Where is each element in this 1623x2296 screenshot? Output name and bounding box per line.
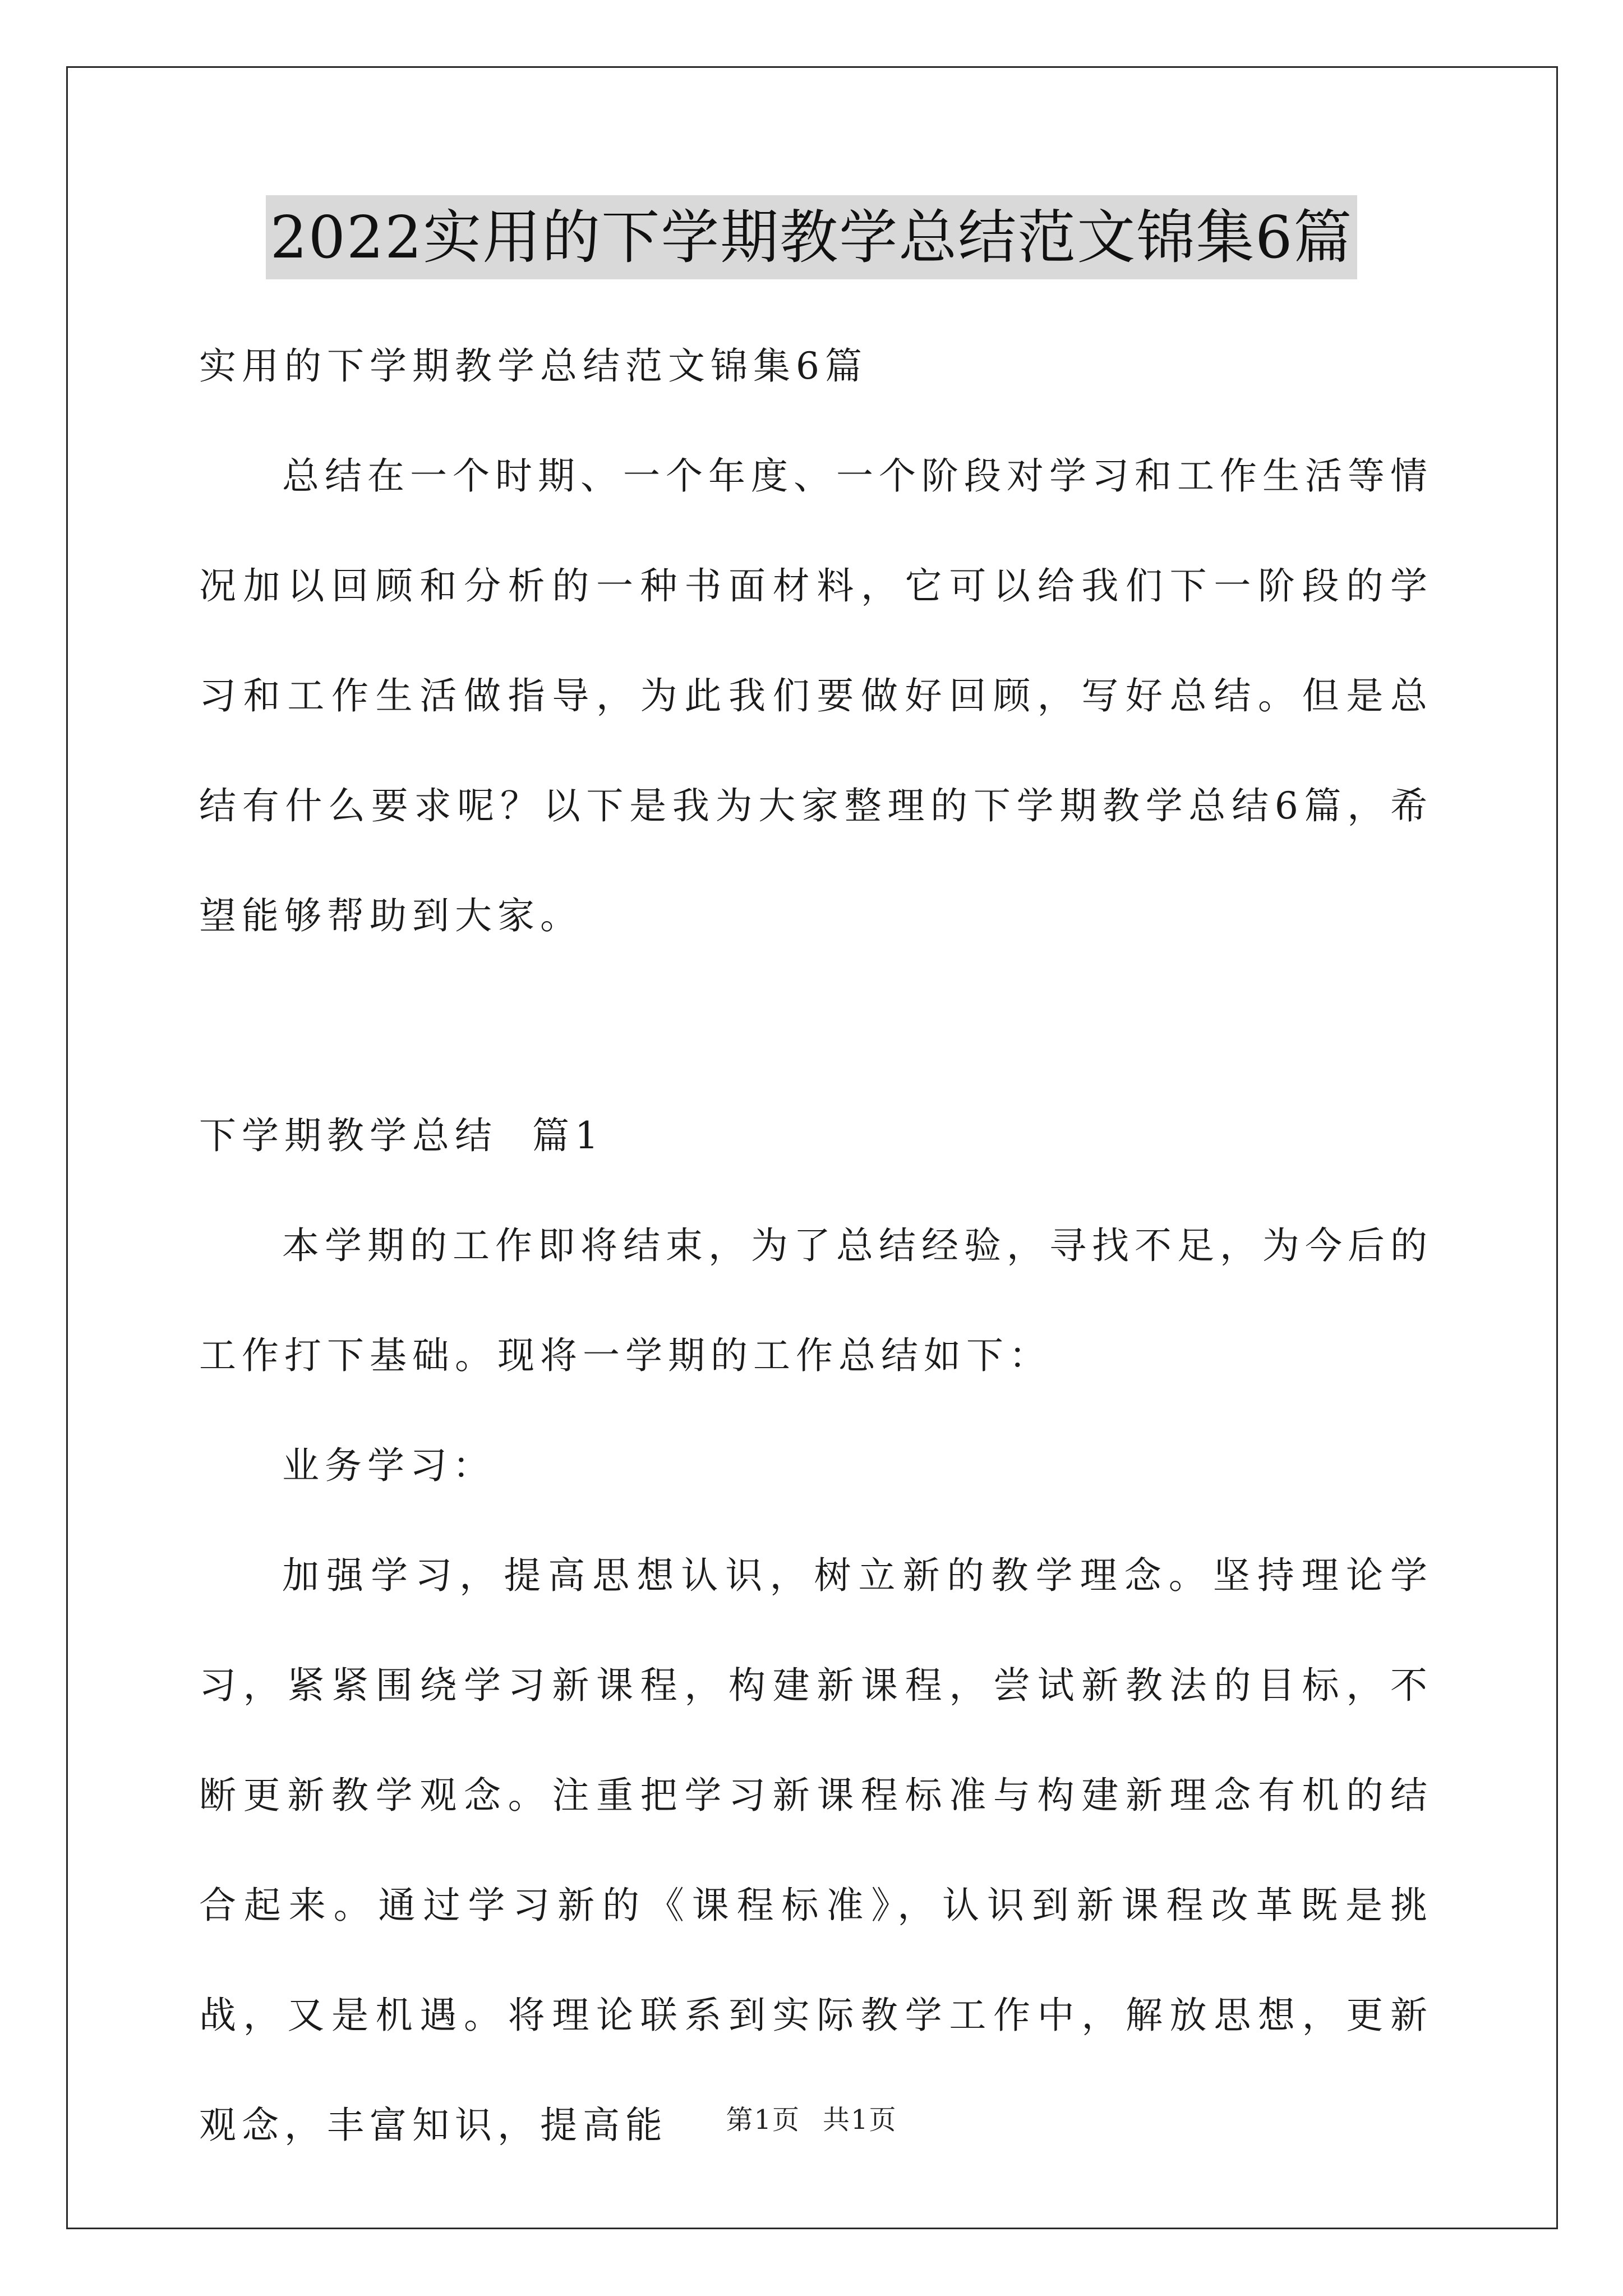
document-body [199, 311, 1433, 2180]
intro-paragraph: 总结在一个时期、一个年度、一个阶段对学习和工作生活等情况加以回顾和分析的一种书面材料，它可以给我们下一阶段的学习和工作生活做指导，为此我们要做好回顾，写好总结。但是总结有什么要求呢？以下是我为大家整理的下学期教学总结6篇，希望能够帮助到大家。 [199, 454, 1433, 937]
title-container [0, 195, 1623, 279]
section-paragraph: 本学期的工作即将结束，为了总结经验，寻找不足，为今后的工作打下基础。现将一学期的工作总结如下： [199, 1224, 1433, 1377]
page-number-total: 共1页 [823, 2104, 897, 2136]
section-paragraph: 加强学习，提高思想认识，树立新的教学理念。坚持理论学习，紧紧围绕学习新课程，构建新课程，尝试新教法的目标，不断更新教学观念。注重把学习新课程标准与构建新理念有机的结合起来。通过学习新的《课程标准》，认识到新课程改革既是挑战，又是机遇。将理论联系到实际教学工作中，解放思想，更新观念，丰富知识，提高能 [199, 1554, 1433, 2147]
section-spacer [199, 971, 1433, 1081]
document-subtitle: 实用的下学期教学总结范文锦集6篇 [199, 344, 868, 388]
page-footer [0, 2098, 1623, 2137]
document-title: 2022实用的下学期教学总结范文锦集6篇 [266, 195, 1358, 279]
section-paragraph: 业务学习： [282, 1444, 495, 1487]
section-heading: 下学期教学总结 篇1 [199, 1114, 604, 1157]
page-number-current: 第1页 [726, 2104, 800, 2136]
